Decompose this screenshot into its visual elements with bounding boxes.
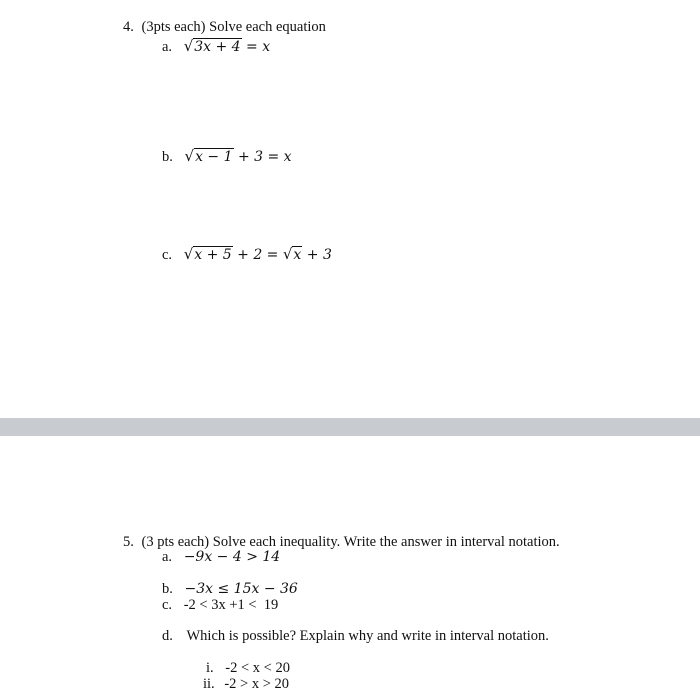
q4-item-b (162, 147, 292, 166)
q5-item-a (162, 549, 280, 566)
q4-item-c-radical-1: √x + 5 (183, 245, 232, 263)
q5-item-b-label: b. (162, 581, 173, 597)
q4-item-c-radical-2: √x (282, 245, 302, 263)
q5-item-b-expr: −3x ≤ 15x − 36 (184, 581, 298, 597)
q4-header (123, 19, 326, 36)
q5-subitem-ii (203, 676, 289, 693)
q5-subitem-ii-label: ii. (203, 676, 215, 692)
q5-item-d-expr: Which is possible? Explain why and write in interval notation. (186, 628, 549, 644)
q4-item-a-label: a. (162, 39, 173, 55)
q5-item-a-expr: −9x − 4 > 14 (183, 549, 281, 565)
q5-item-d-label: d. (162, 628, 173, 644)
q4-prompt: (3pts each) Solve each equation (141, 19, 326, 35)
q5-subitem-ii-expr: -2 > x > 20 (224, 676, 289, 692)
q4-item-b-label: b. (162, 149, 173, 165)
q5-item-a-label: a. (162, 549, 173, 565)
q5-item-c (162, 597, 278, 614)
q4-item-c-label: c. (162, 247, 173, 263)
q5-subitem-i (206, 660, 290, 677)
q4-item-a-radical: √3x + 4 (183, 37, 241, 55)
q4-item-b-radical: √x − 1 (184, 147, 233, 165)
q4-item-c-equation: √x + 5 + 2 = √x + 3 (183, 245, 332, 263)
q5-item-c-label: c. (162, 597, 173, 613)
q5-item-b (162, 581, 298, 598)
q5-subitem-i-label: i. (206, 660, 214, 676)
q5-subitem-i-expr: -2 < x < 20 (225, 660, 290, 676)
q4-item-c (162, 245, 332, 264)
q5-number: 5. (123, 534, 134, 550)
q4-item-a (162, 37, 270, 56)
q4-item-a-equation: √3x + 4 = x (183, 37, 271, 55)
q5-item-d (162, 628, 549, 645)
q5-item-c-expr: -2 < 3x +1 < 19 (183, 597, 279, 613)
q4-number: 4. (123, 19, 134, 35)
q5-prompt: (3 pts each) Solve each inequality. Write the answer in interval notation. (141, 534, 560, 550)
page-divider (0, 418, 700, 436)
q4-item-b-equation: √x − 1 + 3 = x (184, 147, 292, 165)
